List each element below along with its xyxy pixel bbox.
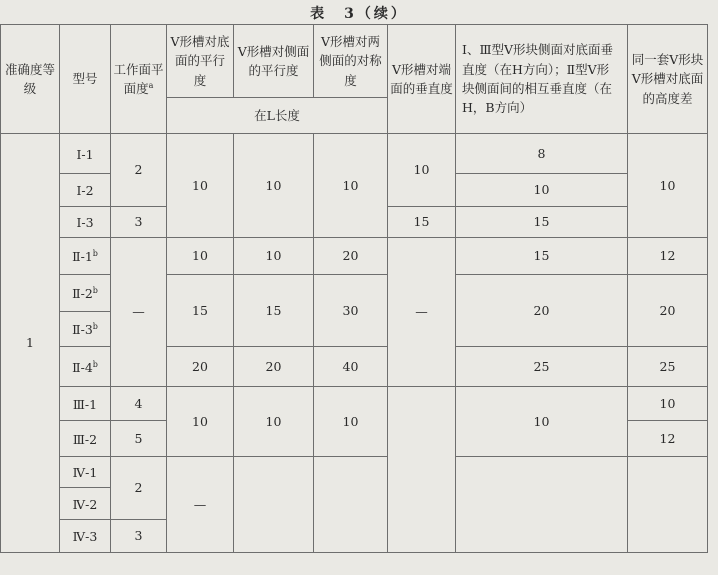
side-perpendicularity-cell bbox=[456, 457, 628, 553]
model-cell: Ⅱ-4$^b$ bbox=[60, 347, 111, 387]
model-cell: Ⅱ-2$^b$ bbox=[60, 275, 111, 312]
end-perpendicularity-cell: 15 bbox=[388, 207, 456, 238]
accuracy-grade-cell: 1 bbox=[1, 134, 60, 553]
bottom-parallelism-cell: 20 bbox=[167, 347, 234, 387]
model-cell: Ⅱ-1$^b$ bbox=[60, 238, 111, 275]
model-cell: Ⅱ-3$^b$ bbox=[60, 312, 111, 347]
symmetry-cell: 10 bbox=[314, 134, 388, 238]
side-parallelism-cell: 10 bbox=[234, 134, 314, 238]
height-difference-cell: 25 bbox=[628, 347, 708, 387]
side-perpendicularity-cell: 15 bbox=[456, 238, 628, 275]
flatness-cell: 2 bbox=[111, 457, 167, 520]
header-accuracy-grade: 准确度等级 bbox=[1, 25, 60, 134]
flatness-cell: 3 bbox=[111, 207, 167, 238]
model-cell: Ⅰ-1 bbox=[60, 134, 111, 174]
header-height-difference: 同一套V形块V形槽对底面的高度差 bbox=[628, 25, 708, 134]
bottom-parallelism-cell: 10 bbox=[167, 387, 234, 457]
model-cell: Ⅰ-3 bbox=[60, 207, 111, 238]
height-difference-cell: 10 bbox=[628, 387, 708, 421]
end-perpendicularity-cell bbox=[388, 387, 456, 553]
header-v-bottom-parallelism: V形槽对底面的平行度 bbox=[167, 25, 234, 98]
end-perpendicularity-cell: — bbox=[388, 238, 456, 387]
side-perpendicularity-cell: 20 bbox=[456, 275, 628, 347]
side-perpendicularity-cell: 10 bbox=[456, 387, 628, 457]
height-difference-cell: 12 bbox=[628, 238, 708, 275]
header-work-flatness: 工作面平面度$^a$ bbox=[111, 25, 167, 134]
side-perpendicularity-cell: 10 bbox=[456, 174, 628, 207]
bottom-parallelism-cell: 15 bbox=[167, 275, 234, 347]
model-cell: Ⅳ-2 bbox=[60, 488, 111, 520]
side-parallelism-cell: 10 bbox=[234, 238, 314, 275]
height-difference-cell: 20 bbox=[628, 275, 708, 347]
bottom-parallelism-cell: 10 bbox=[167, 238, 234, 275]
header-v-side-parallelism: V形槽对侧面的平行度 bbox=[234, 25, 314, 98]
tolerance-table bbox=[0, 24, 708, 553]
model-cell: Ⅰ-2 bbox=[60, 174, 111, 207]
height-difference-cell: 12 bbox=[628, 421, 708, 457]
model-cell: Ⅲ-1 bbox=[60, 387, 111, 421]
flatness-cell: 3 bbox=[111, 520, 167, 553]
flatness-cell: 2 bbox=[111, 134, 167, 207]
height-difference-cell bbox=[628, 457, 708, 553]
header-model: 型号 bbox=[60, 25, 111, 134]
side-perpendicularity-cell: 25 bbox=[456, 347, 628, 387]
flatness-cell: — bbox=[111, 238, 167, 387]
symmetry-cell: 20 bbox=[314, 238, 388, 275]
symmetry-cell: 40 bbox=[314, 347, 388, 387]
end-perpendicularity-cell: 10 bbox=[388, 134, 456, 207]
side-parallelism-cell: 20 bbox=[234, 347, 314, 387]
header-v-end-perpendicularity: V形槽对端面的垂直度 bbox=[388, 25, 456, 134]
side-parallelism-cell: 15 bbox=[234, 275, 314, 347]
side-parallelism-cell bbox=[234, 457, 314, 553]
height-difference-cell: 10 bbox=[628, 134, 708, 238]
side-perpendicularity-cell: 8 bbox=[456, 134, 628, 174]
symmetry-cell: 10 bbox=[314, 387, 388, 457]
model-cell: Ⅲ-2 bbox=[60, 421, 111, 457]
side-perpendicularity-cell: 15 bbox=[456, 207, 628, 238]
model-cell: Ⅳ-3 bbox=[60, 520, 111, 553]
table-caption: 表 3（续） bbox=[310, 6, 408, 22]
symmetry-cell bbox=[314, 457, 388, 553]
header-side-perpendicularity: Ⅰ、Ⅲ型V形块侧面对底面垂直度（在H方向）；Ⅱ型V形块侧面间的相互垂直度（在H，B方向） bbox=[456, 25, 628, 134]
header-length-span: 在L长度 bbox=[167, 98, 388, 134]
flatness-cell: 4 bbox=[111, 387, 167, 421]
symmetry-cell: 30 bbox=[314, 275, 388, 347]
bottom-parallelism-cell: — bbox=[167, 457, 234, 553]
header-v-symmetry: V形槽对两侧面的对称度 bbox=[314, 25, 388, 98]
model-cell: Ⅳ-1 bbox=[60, 457, 111, 488]
flatness-cell: 5 bbox=[111, 421, 167, 457]
bottom-parallelism-cell: 10 bbox=[167, 134, 234, 238]
side-parallelism-cell: 10 bbox=[234, 387, 314, 457]
